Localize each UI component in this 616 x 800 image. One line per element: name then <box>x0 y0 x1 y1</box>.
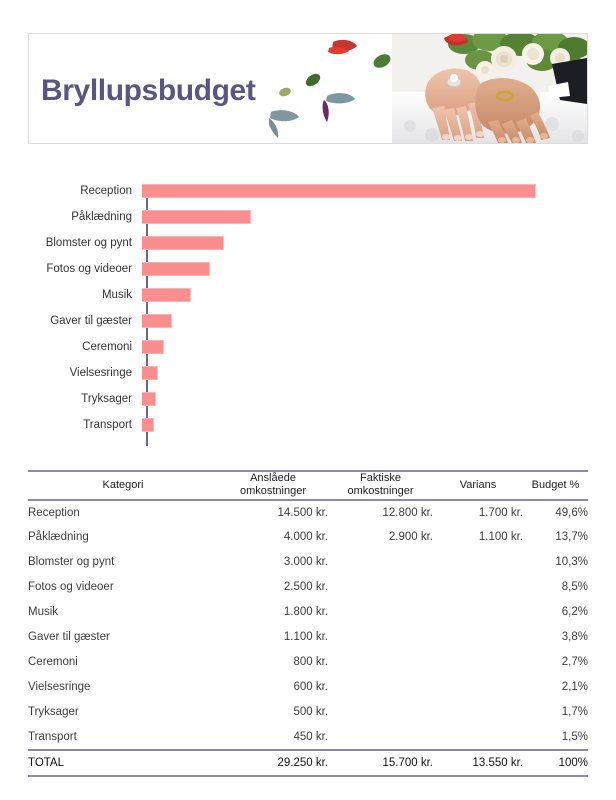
row-percent: 10,3% <box>555 556 588 569</box>
column-header-variance-line1: Varians <box>459 478 497 491</box>
row-category: Tryksager <box>28 706 79 719</box>
row-actual <box>328 725 433 750</box>
row-variance <box>433 625 523 650</box>
row-category: Transport <box>28 730 77 743</box>
row-category: Påklædning <box>28 531 89 544</box>
column-header-estimated-line1: Anslåede <box>250 472 296 484</box>
header-banner <box>28 33 588 144</box>
table-body <box>28 500 588 750</box>
chart-category-label: Tryksager <box>81 393 132 405</box>
row-variance <box>433 650 523 675</box>
table-header <box>28 471 588 500</box>
row-category: Gaver til gæster <box>28 631 110 644</box>
budget-table <box>28 470 588 777</box>
row-percent: 3,8% <box>561 631 588 644</box>
column-header-category <box>28 471 218 500</box>
chart-row <box>0 360 616 386</box>
chart-category-label: Ceremoni <box>82 341 132 353</box>
row-percent: 2,1% <box>561 681 588 694</box>
chart-category-label: Reception <box>80 185 132 197</box>
row-actual <box>328 600 433 625</box>
row-percent: 1,5% <box>561 730 588 743</box>
row-variance: 1.100 kr. <box>478 531 523 544</box>
chart-bar-track <box>140 282 616 308</box>
table-footer <box>28 750 588 776</box>
chart-category-label: Blomster og pynt <box>45 237 132 249</box>
row-actual: 2.900 kr. <box>388 531 433 544</box>
chart-category-label: Transport <box>83 419 132 431</box>
table-row <box>28 700 588 725</box>
row-percent: 49,6% <box>555 506 588 519</box>
row-category: Musik <box>28 606 59 619</box>
column-header-percent-line1: Budget % <box>531 478 580 491</box>
row-category: Fotos og videoer <box>28 581 114 594</box>
row-actual <box>328 675 433 700</box>
row-variance <box>433 575 523 600</box>
total-estimated: 29.250 kr. <box>218 750 328 776</box>
column-header-estimated-line2: omkostninger <box>239 485 307 498</box>
row-estimated: 2.500 kr. <box>283 581 328 594</box>
row-percent: 8,5% <box>561 581 588 594</box>
row-variance <box>433 675 523 700</box>
total-label: TOTAL <box>28 750 218 776</box>
row-estimated: 4.000 kr. <box>283 531 328 544</box>
table-row <box>28 625 588 650</box>
total-percent: 100% <box>523 750 588 776</box>
table-row <box>28 675 588 700</box>
column-header-actual-line2: omkostninger <box>347 485 414 498</box>
chart-bar <box>142 210 251 224</box>
row-estimated: 1.100 kr. <box>283 631 328 644</box>
chart-row <box>0 230 616 256</box>
chart-category-label: Fotos og videoer <box>46 263 132 275</box>
chart-bar-track <box>140 204 616 230</box>
chart-bar-track <box>140 334 616 360</box>
row-estimated: 800 kr. <box>293 656 328 669</box>
row-variance: 1.700 kr. <box>478 506 523 519</box>
column-header-actual-line1: Faktiske <box>360 472 401 484</box>
table-row <box>28 550 588 575</box>
chart-bar <box>142 418 154 432</box>
chart-bar-track <box>140 256 616 282</box>
row-actual <box>328 700 433 725</box>
chart-bar-track <box>140 178 616 204</box>
row-estimated: 450 kr. <box>293 730 328 743</box>
row-actual: 12.800 kr. <box>382 506 433 519</box>
chart-bar <box>142 184 536 198</box>
chart-row <box>0 334 616 360</box>
chart-bar <box>142 340 164 354</box>
chart-bar <box>142 366 158 380</box>
table-row <box>28 725 588 750</box>
chart-bar-track <box>140 230 616 256</box>
chart-category-label: Gaver til gæster <box>50 315 132 327</box>
chart-bar-rows <box>0 178 616 438</box>
total-row <box>28 750 588 776</box>
table-row <box>28 600 588 625</box>
row-variance <box>433 600 523 625</box>
column-header-category-line1: Kategori <box>102 478 144 491</box>
chart-bar-track <box>140 412 616 438</box>
chart-row <box>0 178 616 204</box>
table-header-row <box>28 471 588 500</box>
column-header-estimated <box>218 471 328 500</box>
budget-bar-chart <box>0 178 616 458</box>
total-actual: 15.700 kr. <box>328 750 433 776</box>
row-percent: 13,7% <box>555 531 588 544</box>
chart-bar-track <box>140 360 616 386</box>
row-actual <box>328 575 433 600</box>
chart-row <box>0 256 616 282</box>
chart-row <box>0 282 616 308</box>
row-actual <box>328 550 433 575</box>
chart-row <box>0 204 616 230</box>
row-category: Vielsesringe <box>28 681 91 694</box>
row-percent: 1,7% <box>561 706 588 719</box>
chart-bar <box>142 262 210 276</box>
row-variance <box>433 725 523 750</box>
chart-category-label: Vielsesringe <box>69 367 132 379</box>
row-category: Blomster og pynt <box>28 556 115 569</box>
chart-bar-track <box>140 386 616 412</box>
column-header-variance <box>433 471 523 500</box>
chart-category-label: Påklædning <box>71 211 132 223</box>
chart-bar <box>142 392 156 406</box>
table-row <box>28 650 588 675</box>
row-actual <box>328 650 433 675</box>
chart-bar-track <box>140 308 616 334</box>
row-percent: 2,7% <box>561 656 588 669</box>
row-estimated: 600 kr. <box>293 681 328 694</box>
chart-row <box>0 386 616 412</box>
column-header-percent <box>523 471 588 500</box>
row-percent: 6,2% <box>561 606 588 619</box>
page-title: Bryllupsbudget <box>41 74 256 107</box>
wedding-hands-photo <box>392 34 587 143</box>
row-variance <box>433 700 523 725</box>
chart-bar <box>142 314 172 328</box>
row-estimated: 1.800 kr. <box>283 606 328 619</box>
row-estimated: 500 kr. <box>293 706 328 719</box>
column-header-actual <box>328 471 433 500</box>
table-row <box>28 500 588 525</box>
row-category: Ceremoni <box>28 656 78 669</box>
chart-row <box>0 308 616 334</box>
total-variance: 13.550 kr. <box>433 750 523 776</box>
chart-category-label: Musik <box>101 289 132 301</box>
table-row <box>28 525 588 550</box>
chart-row <box>0 412 616 438</box>
table-row <box>28 575 588 600</box>
chart-bar <box>142 236 224 250</box>
row-estimated: 3.000 kr. <box>283 556 328 569</box>
row-variance <box>433 550 523 575</box>
chart-bar <box>142 288 191 302</box>
row-estimated: 14.500 kr. <box>277 506 328 519</box>
row-actual <box>328 625 433 650</box>
row-category: Reception <box>28 506 80 519</box>
